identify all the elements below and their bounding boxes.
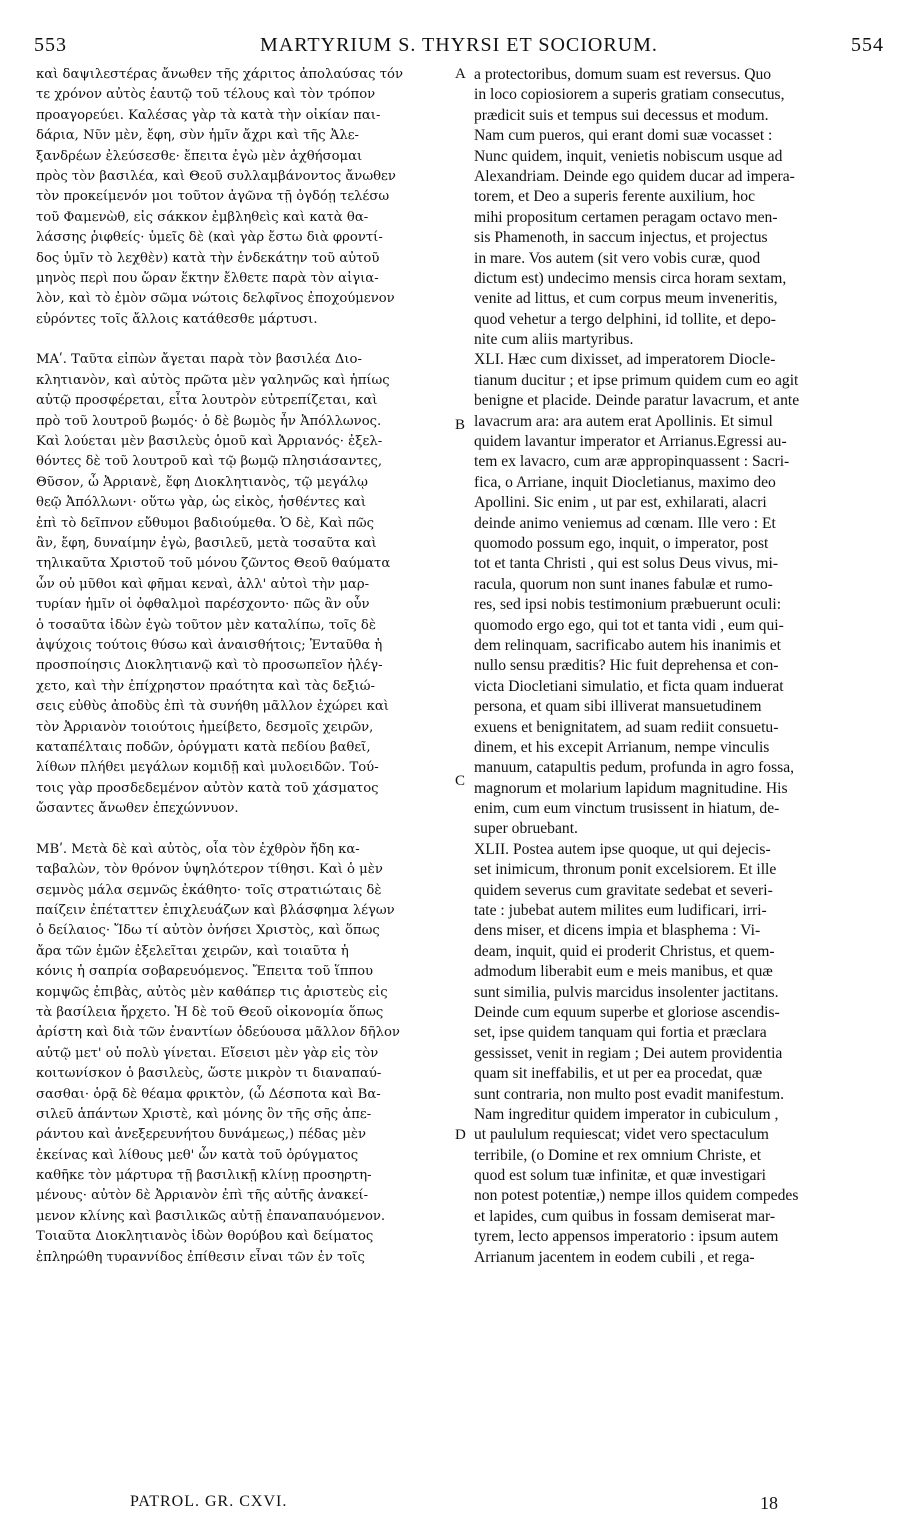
greek-text-line: Θῦσον, ὦ Ἀρριανὲ, ἔφη Διοκλητιανὸς, τῷ μεγάλῳ — [36, 474, 368, 490]
greek-text-line: λίθων πλήθει μεγάλων κομιδῇ καὶ μυλοειδῶν. Τού- — [36, 760, 379, 776]
running-title: MARTYRIUM S. THYRSI ET SOCIORUM. — [260, 34, 658, 56]
greek-text-line: τυρίαν ἡμῖν οἱ ὀφθαλμοὶ παρέσχοντο· πῶς ἂν οὖν — [36, 597, 370, 613]
latin-text-line: Nam ingreditur quidem imperator in cubiculum , — [474, 1105, 779, 1123]
page-number-left: 553 — [34, 34, 67, 56]
greek-text-line: ἐπληρώθη τυραννίδος ἐπίθεσιν εἶναι τῶν ἐν τοῖς — [36, 1249, 365, 1265]
latin-text-line: persona, et quam sibi illiverat mansuetudinem — [474, 698, 762, 716]
greek-text-line: ἂν, ἔφη, δυναίμην ἐγὼ, βασιλεῦ, μετὰ τοσαῦτα καὶ — [36, 535, 377, 551]
greek-text-line: Καὶ λούεται μὲν βασιλεὺς ὁμοῦ καὶ Ἀρριανός· ἐξελ- — [36, 434, 383, 450]
latin-text-column — [474, 65, 884, 1268]
latin-text-line: XLI. Hæc cum dixisset, ad imperatorem Diocle- — [474, 351, 776, 369]
latin-text-line: venite ad littus, et cum corpus meum inveneritis, — [474, 290, 778, 308]
latin-text-line: dictum est) undecimo mensis circa horam sextam, — [474, 269, 787, 287]
latin-text-line: deinde animo veniemus ad cœnam. Ille vero : Et — [474, 514, 776, 532]
page-header — [34, 34, 884, 60]
latin-text-line: set inimicum, thronum ponit excelsiorem. Et ille — [474, 861, 777, 879]
latin-text-line: quod est solum tuæ infinitæ, et quæ investigari — [474, 1167, 766, 1185]
greek-text-line: ἐπὶ τὸ δεῖπνον εὔθυμοι βαδιούμεθα. Ὁ δὲ, Καὶ πῶς — [36, 515, 375, 531]
greek-text-line: κομψῶς ἐπιβὰς, αὐτὸς μὲν καθάπερ τις ἀριστεὺς εἰς — [36, 984, 388, 1000]
margin-marker-c: C — [455, 773, 466, 789]
latin-text-line: dinem, et his excepit Arrianum, nempe vinculis — [474, 738, 770, 756]
latin-text-line: et lapides, cum quibus in fossam demiserat mar- — [474, 1207, 776, 1225]
latin-text-line: torem, et Deo a superis ferente auxilium, hoc — [474, 188, 756, 206]
greek-text-line: καταπέλταις ποδῶν, ὀρύγματι κατὰ πεδίου βαθεῖ, — [36, 739, 371, 755]
greek-text-line: μηνὸς περὶ που ὥραν ἕκτην ἔλθετε παρὰ τὸν αἰγια- — [36, 270, 379, 286]
latin-text-line: benigne et placide. Deinde paratur lavacrum, et ante — [474, 392, 800, 410]
latin-text-line: Nam cum pueros, qui erant domi suæ vocasset : — [474, 127, 773, 145]
latin-text-line: Deinde cum equum superbe et gloriose ascendis- — [474, 1003, 780, 1021]
latin-text-line: Arrianum jacentem in eodem cubili , et rega- — [474, 1248, 755, 1266]
greek-text-line: δάρια, Νῦν μὲν, ἔφη, σὺν ἡμῖν ἄχρι καὶ τῆς Ἀλε- — [36, 128, 360, 144]
latin-text-line: set, ipse quidem tanquam qui fortia et præclara — [474, 1024, 767, 1042]
latin-text-line: sunt similia, pulvis marcidus insolenter jactitans. — [474, 983, 779, 1001]
greek-text-line: ὧν οὐ μῦθοι καὶ φῆμαι κεναὶ, ἀλλ' αὐτοὶ τὴν μαρ- — [36, 576, 370, 592]
greek-text-line: θόντες δὲ τοῦ λουτροῦ καὶ τῷ βωμῷ πλησιάσαντες, — [36, 454, 383, 470]
greek-text-line: κοιτωνίσκον ὁ βασιλεὺς, ὥστε μικρὸν τι διαναπαύ- — [36, 1066, 382, 1082]
latin-text-line: tyrem, lecto appensos imperatorio : ipsum autem — [474, 1228, 779, 1246]
latin-text-line: quomodo possum ego, inquit, o imperator, post — [474, 534, 769, 552]
latin-text-line: tianum ducitur ; et ipse primum quidem cum eo agit — [474, 371, 799, 389]
greek-text-line: πρὸς τὸν βασιλέα, καὶ Θεοῦ συλλαμβάνοντος ἄνωθεν — [36, 168, 396, 184]
greek-text-line: τοῦ Φαμενὼθ, εἰς σάκκον ἐμβληθεὶς καὶ κατὰ θα- — [36, 209, 369, 225]
latin-text-line: lavacrum ara: ara autem erat Apollinis. Et simul — [474, 412, 773, 430]
latin-text-line: XLII. Postea autem ipse quoque, ut qui dejecis- — [474, 840, 771, 858]
greek-text-line: κόνις ἡ σαπρία σοβαρευόμενος. Ἔπειτα τοῦ ἵππου — [36, 964, 374, 980]
margin-marker-b: B — [455, 417, 466, 433]
latin-text-line: manuum, catapultis pedum, profunda in agro fossa, — [474, 759, 795, 777]
greek-text-line: λάσσης ῥιφθείς· ὑμεῖς δὲ (καὶ γὰρ ἔστω διὰ φροντί- — [36, 230, 383, 246]
latin-text-line: a protectoribus, domum suam est reversus. Quo — [474, 66, 772, 83]
greek-text-line: ἀρίστη καὶ διὰ τῶν ἐναντίων ὁδεύουσα μᾶλλον δῆλον — [36, 1025, 400, 1041]
latin-text-line: in loco copiosiorem a superis gratiam consecutus, — [474, 86, 785, 104]
latin-text-line: gessisset, venit in regiam ; Dei autem providentia — [474, 1044, 783, 1062]
page-number-right: 554 — [851, 34, 884, 56]
greek-text-line: αὐτῷ μετ' οὐ πολὺ γίνεται. Εἴσεισι μὲν γὰρ εἰς τὸν — [36, 1045, 379, 1061]
latin-text-line: quidem severus cum gravitate sedebat et severi- — [474, 881, 773, 899]
latin-text-line: nullo sensu præditis? Hic fuit deprehensa et con- — [474, 657, 779, 675]
latin-text-line: Alexandriam. Deinde ego quidem ducar ad impera- — [474, 167, 795, 185]
greek-text-line: τε χρόνον αὐτὸς ἑαυτῷ τοῦ τέλους καὶ τὸν τρόπον — [36, 87, 376, 103]
greek-text-line: χετο, καὶ τὴν ἐπίχρηστον πραότητα καὶ τὰς δεξιώ- — [36, 678, 375, 694]
greek-text-line: τηλικαῦτα Χριστοῦ τοῦ μόνου ζῶντος Θεοῦ θαύματα — [36, 556, 391, 572]
latin-text-line: nite cum aliis martyribus. — [474, 331, 634, 349]
paragraph-gap — [36, 819, 450, 839]
paragraph-gap — [36, 330, 450, 350]
latin-text-line: fica, o Arriane, inquit Diocletianus, maximo deo — [474, 473, 776, 491]
greek-text-line: ὁ δείλαιος· Ἴδω τί αὐτὸν ὀνήσει Χριστὸς, καὶ ὅπως — [36, 923, 380, 939]
latin-text-line: tem ex lavacro, cum aræ appropinquassent : Sacri- — [474, 453, 790, 471]
greek-text-line: δος ὑμῖν τὸ λεχθὲν) κατὰ τὴν ἑνδεκάτην τοῦ αὐτοῦ — [36, 250, 380, 266]
latin-text-line: quidem lavantur imperator et Arrianus.Egressi au- — [474, 433, 787, 451]
greek-text-column — [36, 65, 450, 1268]
latin-text-line: quam sit ineffabilis, et ut per ea procedat, quæ — [474, 1065, 763, 1083]
greek-text-line: πρὸ τοῦ λουτροῦ βωμός· ὁ δὲ βωμὸς ἦν Ἀπόλλωνος. — [36, 413, 382, 429]
greek-text-line: ξανδρέων ἐλεύσεσθε· ἔπειτα ἐγὼ μὲν ἀχθήσομαι — [36, 148, 363, 164]
latin-text-line: quod vehetur a tergo delphini, id tollite, et depo- — [474, 310, 776, 328]
latin-text-line: deam, inquit, quid ei proderit Christus, et quem- — [474, 942, 775, 960]
latin-text-line: admodum liberabit eum e meis manibus, et quæ — [474, 963, 773, 981]
greek-text-line: σιλεῦ ἁπάντων Χριστὲ, καὶ μόνης ὃν τῆς σῆς ἀπε- — [36, 1106, 372, 1122]
margin-marker-d: D — [455, 1127, 466, 1143]
greek-text-line: ταβαλὼν, τὸν θρόνον ὑψηλότερον τίθησι. Καὶ ὁ μὲν — [36, 862, 383, 878]
greek-text-line: τοις γὰρ προσδεδεμένον αὐτὸν κατὰ τοῦ χάσματος — [36, 780, 379, 796]
greek-text-line: σεις εὐθὺς ἀποδὺς ἐπὶ τὰ συνήθη μᾶλλον ἐχώρει καὶ — [36, 699, 389, 715]
latin-text-line: tate : jubebat autem milites eum ludificari, irri- — [474, 902, 767, 920]
latin-text-line: tot et tanta Christi , qui est solus Deus vivus, mi- — [474, 555, 779, 573]
greek-text-line: τὸν προκείμενόν μοι τοῦτον ἀγῶνα τῇ ὀγδόῃ τελέσω — [36, 189, 390, 205]
margin-marker-a: A — [455, 66, 466, 82]
latin-text-line: racula, quorum non sunt inanes fabulæ et rumo- — [474, 575, 773, 593]
greek-text-line: κλητιανὸν, καὶ αὐτὸς πρῶτα μὲν γαληνῶς καὶ ἠπίως — [36, 372, 390, 388]
greek-text-line: τὰ βασίλεια ἤρχετο. Ἡ δὲ τοῦ Θεοῦ οἰκονομία ὅπως — [36, 1004, 384, 1020]
greek-text-line: σασθαι· ὁρᾷ δὲ θέαμα φρικτὸν, (ὦ Δέσποτα καὶ Βα- — [36, 1086, 381, 1102]
greek-text-line: προσποίησις Διοκλητιανῷ καὶ τὸ προσωπεῖον ἠλέγ- — [36, 658, 383, 674]
greek-text-line: αὐτῷ προσφέρεται, εἶτα λουτρὸν εὐτρεπίζεται, καὶ — [36, 393, 378, 409]
greek-text-line: παίζειν ἐπέταττεν ἐπιχλευάζων καὶ βλάσφημα λέγων — [36, 903, 395, 919]
greek-text-line: ἐκείνας καὶ λίθους μεθ' ὧν κατὰ τοῦ ὀρύγματος — [36, 1147, 359, 1163]
greek-text-line: ὁ τοσαῦτα ἰδὼν ἐγὼ τοῦτον μὲν καταλίπω, τοῖς δὲ — [36, 617, 376, 633]
latin-text-line: dens miser, et dicens impia et blasphema : Vi- — [474, 922, 761, 940]
latin-text-line: in mare. Vos autem (sit vero vobis curæ, quod — [474, 249, 761, 267]
greek-text-line: λὸν, καὶ τὸ ἐμὸν σῶμα νώτοις δελφῖνος ἐποχούμενον — [36, 291, 395, 307]
greek-text-line: σεμνὸς μάλα σεμνῶς ἐκάθητο· τοῖς στρατιώταις δὲ — [36, 882, 382, 898]
greek-text-line: καθῆκε τὸν μάρτυρα τῇ βασιλικῇ κλίνῃ προσηρτη- — [36, 1168, 372, 1184]
greek-text-line: τὸν Ἀρριανὸν τοιούτοις ἠμείβετο, δεσμοῖς χειρῶν, — [36, 719, 374, 735]
latin-text-line: quomodo ergo ego, qui tot et tanta vidi , eum qui- — [474, 616, 784, 634]
latin-text-line: res, sed ipsi nobis testimonium præbuerunt oculi: — [474, 596, 782, 614]
greek-text-line: ὤσαντες ἄνωθεν ἐπεχώννυον. — [36, 801, 239, 817]
latin-text-line: Apollini. Sic enim , ut par est, exhilarati, alacri — [474, 494, 767, 512]
greek-text-line: ἄρα τῶν ἐμῶν ἐξελεῖται χειρῶν, καὶ τοιαῦτα ἡ — [36, 943, 349, 959]
latin-text-line: dem relinquam, sacrificabo autem his inanimis et — [474, 636, 782, 654]
greek-text-line: θεῷ Ἀπόλλωνι· οὕτω γὰρ, ὡς εἰκὸς, ἡσθέντες καὶ — [36, 495, 367, 511]
greek-text-line: ΜΒʹ. Μετὰ δὲ καὶ αὐτὸς, οἷα τὸν ἐχθρὸν ἤδη κα- — [36, 841, 360, 857]
greek-text-line: καὶ δαψιλεστέρας ἄνωθεν τῆς χάριτος ἀπολαύσας τόν — [36, 67, 404, 82]
latin-text-line: prædicit suis et tempus sui decessus et modum. — [474, 106, 769, 124]
latin-text-line: ut paululum requiescat; videt vero spectaculum — [474, 1126, 769, 1144]
greek-text-line: ΜΑʹ. Ταῦτα εἰπὼν ἄγεται παρὰ τὸν βασιλέα Διο- — [36, 352, 362, 368]
latin-text-line: sunt contraria, non multo post evadit manifestum. — [474, 1085, 785, 1103]
latin-text-line: non potest potentiæ,) nempe illos quidem compedes — [474, 1187, 799, 1205]
greek-text-line: εὑρόντες τοῖς ἄλλοις κατάθεσθε μάρτυσι. — [36, 311, 318, 327]
greek-text-line: προαγορεύει. Καλέσας γὰρ τὰ κατὰ τὴν οἰκίαν παι- — [36, 107, 381, 123]
latin-text-line: super obruebant. — [474, 820, 578, 838]
greek-text-line: Τοιαῦτα Διοκλητιανὸς ἰδὼν θορύβου καὶ δείματος — [36, 1229, 374, 1245]
latin-text-line: exuens et benignitatem, ad suam rediit consuetu- — [474, 718, 779, 736]
greek-text-line: ἀψύχοις τούτοις θύσω καὶ ἀναισθήτοις; Ἐνταῦθα ἡ — [36, 637, 383, 653]
latin-text-line: victa Diocletiani simulatio, et ficta quam induerat — [474, 677, 784, 695]
latin-text-line: Nunc quidem, inquit, venietis nobiscum usque ad — [474, 147, 783, 165]
latin-text-line: mihi propositum certamen peragam octavo men- — [474, 208, 778, 226]
latin-text-line: sis Phamenoth, in saccum injectus, et projectus — [474, 229, 768, 247]
latin-text-line: magnorum et molarium lapidum magnitudine. His — [474, 779, 788, 797]
greek-text-line: μενον κλίνης καὶ βασιλικῶς αὐτῇ ἐπαναπαυόμενον. — [36, 1208, 386, 1224]
greek-text-line: ράντου καὶ ἀνεξερευνήτου δυνάμεως,) πέδας μὲν — [36, 1127, 366, 1143]
gathering-number: 18 — [760, 1493, 778, 1513]
latin-text-line: terribile, (o Domine et rex omnium Christe, et — [474, 1146, 762, 1164]
greek-text-line: μένους· αὐτὸν δὲ Ἀρριανὸν ἐπὶ τῆς αὐτῆς ἀνακεί- — [36, 1188, 369, 1204]
latin-text-line: enim, cum eum vinctum trusissent in hiatum, de- — [474, 800, 780, 818]
signature-mark: PATROL. GR. CXVI. — [130, 1493, 288, 1510]
